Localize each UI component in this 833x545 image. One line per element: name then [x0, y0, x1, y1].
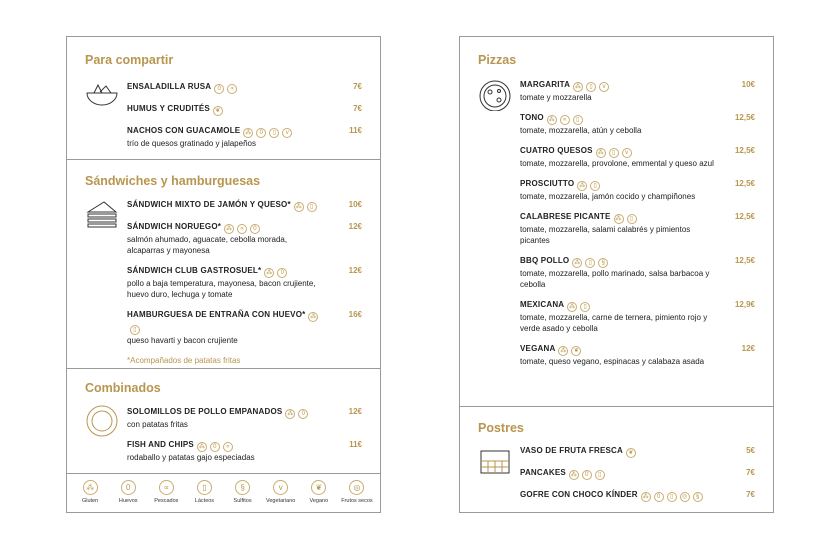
allergen-lacteos-icon: ▯ — [609, 148, 619, 158]
allergen-frutos-secos-icon: ◎ — [680, 492, 690, 502]
menu-item — [520, 211, 755, 246]
allergen-huevos-icon: 0 — [121, 480, 136, 495]
item-name: CALABRESE PICANTE — [520, 212, 611, 221]
allergen-pescados-icon: ∝ — [237, 224, 247, 234]
item-price: 7€ — [353, 104, 362, 113]
menu-item — [127, 199, 362, 212]
item-description: pollo a baja temperatura, mayonesa, bacon crujiente, huevo duro, lechuga y tomate — [127, 279, 316, 299]
allergen-gluten-icon: ⁂ — [597, 150, 604, 156]
waffle-icon — [477, 445, 513, 477]
menu-item — [127, 103, 362, 116]
menu-item — [520, 145, 755, 169]
menu-item — [520, 112, 755, 136]
item-name: CUATRO QUESOS — [520, 146, 593, 155]
allergen-huevos-icon: 0 — [298, 409, 308, 419]
allergen-gluten-icon: ⁂ — [579, 183, 586, 189]
legend-item — [301, 480, 337, 512]
allergen-lacteos-icon: ▯ — [197, 480, 212, 495]
sandwich-icon — [84, 198, 120, 230]
item-description: tomate, mozzarella, carne de ternera, pimiento rojo y verde asado y cebolla — [520, 313, 708, 333]
menu-item — [127, 81, 362, 94]
item-name: GOFRE CON CHOCO KÍNDER — [520, 490, 638, 499]
allergen-vegano-icon: ❦ — [213, 106, 223, 116]
item-name: MEXICANA — [520, 300, 565, 309]
menu-panel-left — [66, 36, 381, 513]
menu-item — [127, 309, 362, 346]
allergen-gluten-icon: ⁂ — [83, 480, 98, 495]
legend-label: Vegano — [309, 498, 329, 504]
allergen-sulfitos-icon: § — [598, 258, 608, 268]
item-description: trío de quesos gratinado y jalapeños — [127, 139, 256, 148]
legend-label: Vegetariano — [266, 498, 296, 504]
item-price: 12,5€ — [734, 146, 755, 155]
menu-item — [520, 467, 755, 480]
legend-label: Pescados — [154, 498, 179, 504]
plate-icon — [84, 405, 120, 437]
item-price: 11€ — [349, 126, 362, 135]
allergen-vegetariano-icon: v — [599, 82, 609, 92]
allergen-gluten-icon: ⁂ — [615, 216, 622, 222]
legend-label: Lácteos — [194, 498, 215, 504]
item-name: SÁNDWICH MIXTO DE JAMÓN Y QUESO* — [127, 200, 291, 209]
menu-section — [67, 369, 380, 474]
item-price: 12€ — [348, 266, 362, 275]
allergen-frutos-secos-icon: ◎ — [349, 480, 364, 495]
legend-label: Frutos secos — [341, 498, 373, 504]
allergen-huevos-icon: 0 — [582, 470, 592, 480]
pizza-icon — [477, 79, 513, 111]
allergen-lacteos-icon: ▯ — [580, 302, 590, 312]
item-price: 10€ — [741, 80, 755, 89]
allergen-vegetariano-icon: v — [273, 480, 288, 495]
item-description: salmón ahumado, aguacate, cebolla morada, alcaparras y mayonesa — [127, 235, 288, 255]
allergen-vegano-icon: ❦ — [626, 448, 636, 458]
allergen-sulfitos-icon: § — [235, 480, 250, 495]
allergen-lacteos-icon: ▯ — [590, 181, 600, 191]
item-price: 12€ — [348, 222, 362, 231]
item-name: SÁNDWICH CLUB GASTROSUEL* — [127, 266, 262, 275]
item-description: tomate, mozzarella, provolone, emmental y queso azul — [520, 159, 714, 168]
item-price: 12€ — [741, 344, 755, 353]
legend-item — [148, 480, 184, 512]
legend-label: Sulfitos — [233, 498, 252, 504]
legend-label: Gluten — [81, 498, 99, 504]
section-title: Pizzas — [478, 53, 517, 67]
allergen-lacteos-icon: ▯ — [667, 492, 677, 502]
allergen-gluten-icon: ⁂ — [225, 226, 233, 232]
section-title: Combinados — [85, 381, 161, 395]
footnote: *Acompañados de patatas fritas — [127, 356, 241, 365]
menu-section — [67, 37, 380, 160]
item-price: 10€ — [348, 200, 362, 209]
section-title: Sándwiches y hamburguesas — [85, 174, 261, 188]
item-description: con patatas fritas — [127, 420, 188, 429]
allergen-gluten-icon: ⁂ — [310, 314, 317, 320]
item-price: 5€ — [746, 446, 755, 455]
allergen-gluten-icon: ⁂ — [548, 117, 555, 123]
menu-item — [520, 79, 755, 103]
section-title: Para compartir — [85, 53, 174, 67]
legend-label: Huevos — [118, 498, 138, 504]
bowl-icon — [84, 79, 120, 111]
menu-item — [520, 178, 755, 202]
item-name: HUMUS Y CRUDITÉS — [127, 104, 210, 113]
legend-item — [72, 480, 108, 512]
allergen-pescados-icon: ∝ — [159, 480, 174, 495]
allergen-legend — [67, 473, 380, 512]
item-description: tomate, mozzarella, salami calabrés y pimientos picantes — [520, 225, 691, 245]
allergen-gluten-icon: ⁂ — [574, 84, 582, 90]
menu-item — [127, 406, 362, 430]
item-name: BBQ POLLO — [520, 256, 570, 265]
allergen-huevos-icon: 0 — [654, 492, 664, 502]
item-price: 7€ — [746, 468, 755, 477]
allergen-huevos-icon: 0 — [210, 442, 220, 452]
item-description: tomate, queso vegano, espinacas y calabaza asada — [520, 357, 705, 366]
item-description: queso havarti y bacon crujiente — [127, 336, 238, 345]
allergen-gluten-icon: ⁂ — [642, 494, 649, 500]
allergen-vegetariano-icon: v — [622, 148, 632, 158]
allergen-lacteos-icon: ▯ — [130, 325, 140, 335]
menu-panel-right — [459, 36, 774, 513]
allergen-pescados-icon: ∝ — [223, 442, 233, 452]
item-name: NACHOS CON GUACAMOLE — [127, 126, 241, 135]
item-description: tomate y mozzarella — [520, 93, 592, 102]
item-name: MARGARITA — [520, 80, 571, 89]
menu-item — [520, 255, 755, 290]
item-description: rodaballo y patatas gajo especiadas — [127, 453, 255, 462]
menu-item — [127, 265, 362, 300]
allergen-gluten-icon: ⁂ — [287, 411, 294, 417]
menu-section — [67, 160, 380, 369]
item-price: 12€ — [348, 407, 362, 416]
allergen-huevos-icon: 0 — [277, 268, 287, 278]
allergen-lacteos-icon: ▯ — [595, 470, 605, 480]
allergen-gluten-icon: ⁂ — [198, 444, 206, 450]
allergen-vegetariano-icon: v — [282, 128, 292, 138]
menu-item — [127, 125, 362, 149]
allergen-vegano-icon: ❦ — [311, 480, 326, 495]
allergen-vegano-icon: ❦ — [571, 346, 581, 356]
allergen-pescados-icon: ∝ — [560, 115, 570, 125]
allergen-gluten-icon: ⁂ — [570, 472, 577, 478]
allergen-huevos-icon: 0 — [250, 224, 260, 234]
legend-item — [110, 480, 146, 512]
allergen-gluten-icon: ⁂ — [574, 260, 581, 266]
allergen-gluten-icon: ⁂ — [569, 304, 576, 310]
legend-item — [339, 480, 375, 512]
item-description: tomate, mozzarella, pollo marinado, salsa barbacoa y cebolla — [520, 269, 710, 289]
menu-item — [127, 221, 362, 256]
item-price: 16€ — [348, 310, 362, 319]
allergen-gluten-icon: ⁂ — [560, 348, 567, 354]
legend-item — [263, 480, 299, 512]
allergen-gluten-icon: ⁂ — [295, 204, 302, 210]
allergen-huevos-icon: 0 — [214, 84, 224, 94]
item-name: VASO DE FRUTA FRESCA — [520, 446, 623, 455]
item-name: ENSALADILLA RUSA — [127, 82, 212, 91]
menu-section — [460, 37, 773, 407]
item-name: PROSCIUTTO — [520, 179, 575, 188]
item-price: 7€ — [353, 82, 362, 91]
item-price: 12,5€ — [734, 212, 755, 221]
menu-item — [520, 489, 755, 502]
item-name: FISH AND CHIPS — [127, 440, 194, 449]
item-price: 11€ — [349, 440, 362, 449]
menu-section — [460, 407, 773, 513]
allergen-gluten-icon: ⁂ — [245, 130, 252, 136]
allergen-gluten-icon: ⁂ — [266, 270, 273, 276]
item-name: SOLOMILLOS DE POLLO EMPANADOS — [127, 407, 283, 416]
allergen-huevos-icon: 0 — [256, 128, 266, 138]
item-name: SÁNDWICH NORUEGO* — [127, 222, 222, 231]
item-price: 12,5€ — [734, 179, 755, 188]
item-price: 12,5€ — [734, 113, 755, 122]
menu-item — [520, 445, 755, 458]
allergen-lacteos-icon: ▯ — [585, 258, 595, 268]
allergen-lacteos-icon: ▯ — [269, 128, 279, 138]
legend-item — [225, 480, 261, 512]
section-title: Postres — [478, 421, 524, 435]
item-price: 7€ — [746, 490, 755, 499]
item-name: TONO — [520, 113, 544, 122]
item-price: 12,5€ — [734, 256, 755, 265]
menu-item — [520, 299, 755, 334]
menu-item — [127, 439, 362, 463]
item-name: HAMBURGUESA DE ENTRAÑA CON HUEVO* — [127, 310, 306, 319]
allergen-lacteos-icon: ▯ — [586, 82, 596, 92]
item-name: PANCAKES — [520, 468, 566, 477]
item-description: tomate, mozzarella, jamón cocido y champiñones — [520, 192, 696, 201]
item-name: VEGANA — [520, 344, 556, 353]
item-description: tomate, mozzarella, atún y cebolla — [520, 126, 642, 135]
legend-item — [186, 480, 222, 512]
menu-item — [520, 343, 755, 367]
allergen-lacteos-icon: ▯ — [627, 214, 637, 224]
allergen-lacteos-icon: ▯ — [573, 115, 583, 125]
allergen-pescados-icon: ∝ — [227, 84, 237, 94]
item-price: 12,9€ — [734, 300, 755, 309]
allergen-lacteos-icon: ▯ — [307, 202, 317, 212]
allergen-sulfitos-icon: § — [693, 492, 703, 502]
